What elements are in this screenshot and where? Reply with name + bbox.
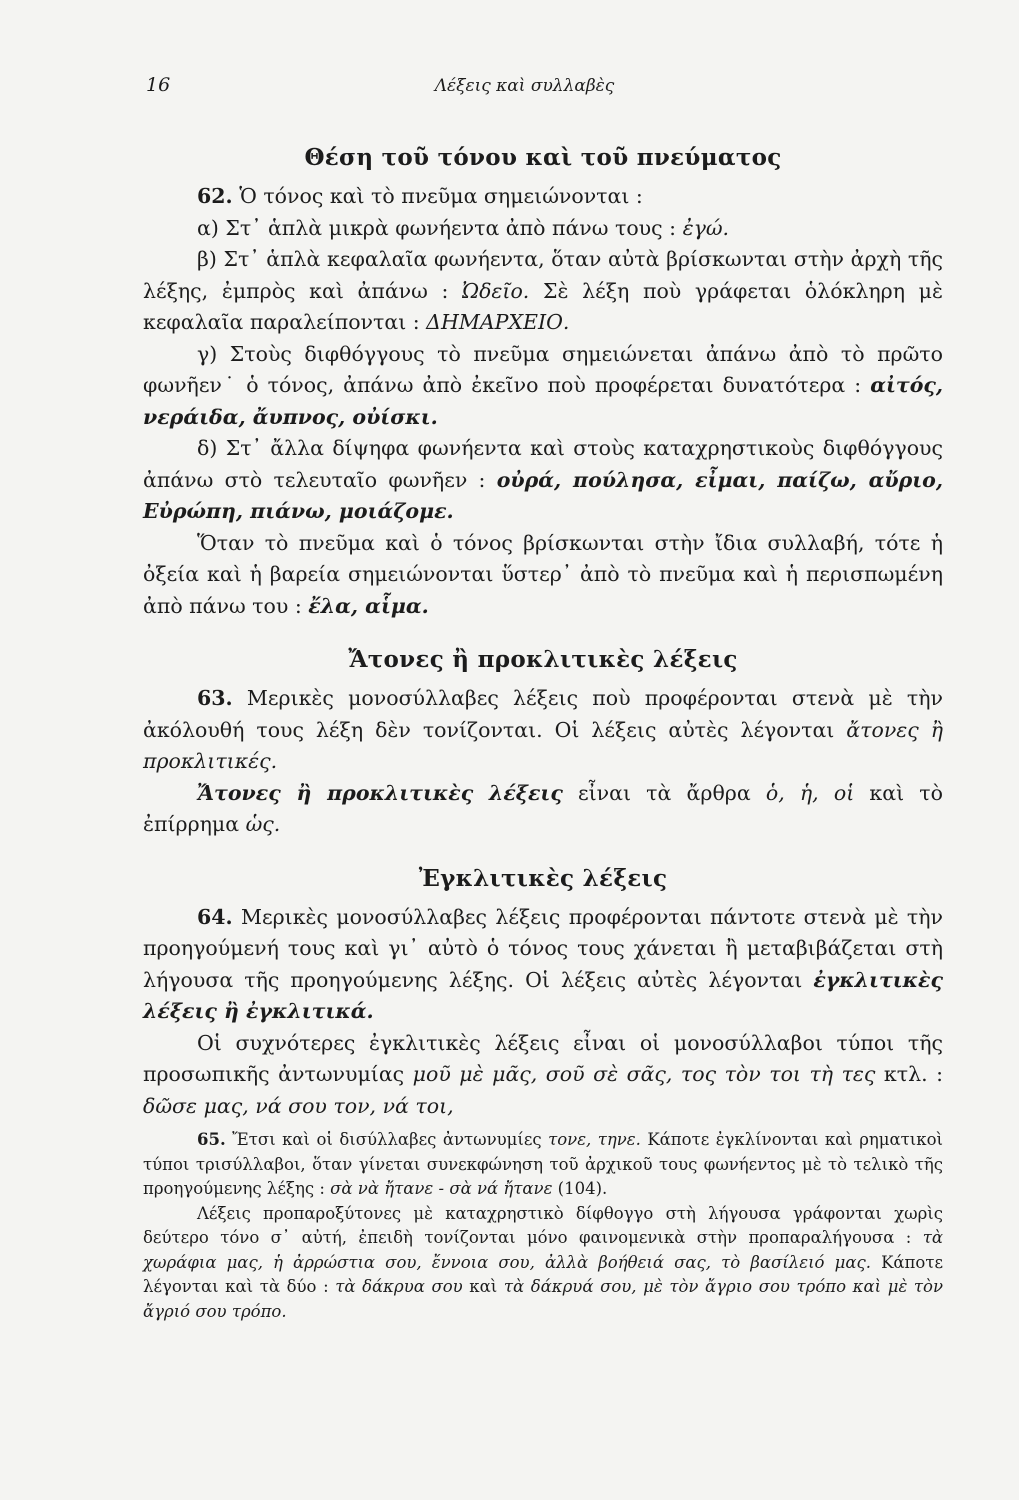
paragraph-text: Ἔτσι καὶ οἱ δισύλλαβες ἀντωνυμίες	[225, 1130, 549, 1149]
rule-text: α) Στ᾽ ἁπλὰ μικρὰ φωνήεντα ἀπὸ πάνω τους :	[197, 215, 683, 240]
example: Ὠδεῖο.	[462, 278, 530, 303]
spacer	[143, 841, 943, 851]
example: σὰ νὰ ἤτανε - σὰ νά ἤτανε	[330, 1179, 553, 1198]
example: ἐγώ.	[682, 215, 730, 240]
rule-text: δ) Στ᾽ ἄλλα δίψηφα φωνήεντα καὶ στοὺς καταχρηστικοὺς διφθόγγους ἀπάνω στὸ τελευταῖο φωνῆεν :	[143, 436, 943, 492]
paragraph-text: Λέξεις προπαροξύτονες μὲ καταχρηστικὸ δίφθογγο στὴ λήγουσα γράφονται χωρὶς δεύτερο τόνο σ᾽ αὐτή, ἐπειδὴ τονίζονται μόνο φαινομενικὰ στὴν προπαραλήγουσα :	[143, 1203, 943, 1247]
paragraph-text: καὶ	[462, 1277, 504, 1296]
paragraph-text: Κάποτε ἐγκλίνονται καὶ ρηματικοὶ τύποι τρισύλλαβοι, ὅταν γίνεται συνεκφώνηση τοῦ ἀρχικοῦ τους φωνήεντος μὲ τὸ τελικὸ τῆς προηγούμενης λέξης :	[143, 1130, 943, 1198]
section-heading-enclitic: Ἐγκλιτικὲς λέξεις	[418, 864, 668, 892]
paragraph-text: Ὁ τόνος καὶ τὸ πνεῦμα σημειώνονται :	[239, 184, 643, 208]
paragraph-text: κτλ. :	[875, 1062, 943, 1086]
paragraph-65b	[143, 1202, 943, 1325]
examples: ἔλα, αἷμα.	[308, 593, 429, 618]
example: τονε, τηνε.	[548, 1130, 641, 1149]
rule-g	[143, 339, 943, 434]
page-body	[143, 130, 943, 1324]
rule-a	[143, 213, 943, 245]
example: ὡς.	[245, 812, 281, 836]
examples: οὐρά, πούλησα, εἶμαι, παίζω, αὔριο, Εὐρώπη, πιάνω, μοιάζομε.	[143, 467, 943, 523]
paragraph-64b	[143, 1028, 943, 1123]
paragraph-number: 65.	[197, 1130, 226, 1149]
example: ΔΗΜΑΡΧΕΙΟ.	[426, 310, 570, 334]
paragraph-text: Μερικὲς μονοσύλλαβες λέξεις ποὺ προφέρονται στενὰ μὲ τὴν ἀκόλουθή τους λέξη δὲν τονίζονται. Οἱ λέξεις αὐτὲς λέγονται	[143, 686, 943, 742]
paragraph-64	[143, 902, 943, 1028]
paragraph-text: εἶναι τὰ ἄρθρα	[562, 780, 766, 805]
examples: μοῦ μὲ μᾶς, σοῦ σὲ σᾶς, τος τὸν τοι τὴ τες	[412, 1062, 876, 1086]
paragraph-65	[143, 1128, 943, 1202]
term: ἄτονες ἢ προκλιτικές.	[143, 717, 943, 773]
cross-reference: (104).	[552, 1179, 608, 1198]
page-number: 16	[146, 74, 171, 96]
examples: δῶσε μας, νά σου τον, νά τοι,	[143, 1093, 454, 1118]
paragraph-63b	[143, 778, 943, 841]
running-head: Λέξεις καὶ συλλαβὲς	[434, 76, 615, 96]
paragraph-text: καὶ τὸ ἐπίρρημα	[143, 780, 943, 836]
section-heading-atonic: Ἄτονες ἢ προκλιτικὲς λέξεις	[348, 646, 738, 673]
examples: τὰ δάκρυά σου, μὲ τὸν ἄγριο σου τρόπο καὶ μὲ τὸν ἄγριό σου τρόπο.	[143, 1277, 943, 1321]
paragraph-number: 62.	[197, 184, 233, 208]
section-heading-accent-breathing: Θέση τοῦ τόνου καὶ τοῦ πνεύματος	[304, 144, 782, 171]
term: ἐγκλιτικὲς λέξεις ἢ ἐγκλιτικά.	[143, 967, 943, 1023]
rule-text: Σὲ λέξη ποὺ γράφεται ὁλόκληρη μὲ κεφαλαῖα παραλείπονται :	[143, 278, 943, 334]
paragraph-number: 64.	[197, 904, 233, 929]
rule-d	[143, 433, 943, 528]
paragraph-63	[143, 683, 943, 778]
rule-b	[143, 244, 943, 339]
examples: αἰτός, νεράιδα, ἄυπνος, οὐίσκι.	[143, 373, 943, 429]
paragraph-text: Οἱ συχνότερες ἐγκλιτικὲς λέξεις εἶναι οἱ μονοσύλλαβοι τύποι τῆς προσωπικῆς ἀντωνυμίας	[143, 1030, 943, 1086]
paragraph-number: 63.	[197, 686, 233, 710]
examples: τὰ χωράφια μας, ἡ ἀρρώστια σου, ἔννοια σου, ἀλλὰ βοήθειά σας, τὸ βασίλειό μας.	[143, 1228, 943, 1272]
rule-text: γ) Στοὺς διφθόγγους τὸ πνεῦμα σημειώνεται ἀπάνω ἀπὸ τὸ πρῶτο φωνῆεν˙ ὁ τόνος, ἀπάνω ἀπὸ ἐκεῖνο ποὺ προφέρεται δυνατότερα :	[143, 341, 943, 397]
paragraph-text: Μερικὲς μονοσύλλαβες λέξεις προφέρονται πάντοτε στενὰ μὲ τὴν προηγούμενή τους καὶ γι᾽ αὐτὸ ὁ τόνος τους χάνεται ἢ μεταβιβάζεται στὴ λήγουσα τῆς προηγούμενης λέξης. Οἱ λέξεις αὐτὲς λέγονται	[143, 904, 943, 992]
spacer	[143, 622, 943, 632]
term: Ἄτονες ἢ προκλιτικὲς λέξεις	[197, 780, 563, 805]
rule-text: Ὅταν τὸ πνεῦμα καὶ ὁ τόνος βρίσκωνται στὴν ἴδια συλλαβή, τότε ἡ ὀξεία καὶ ἡ βαρεία σημειώνονται ὕστερ᾽ ἀπὸ τὸ πνεῦμα καὶ ἡ περισπωμένη ἀπὸ πάνω του :	[143, 530, 943, 618]
rule-text: β) Στ᾽ ἁπλὰ κεφαλαῖα φωνήεντα, ὅταν αὐτὰ βρίσκωνται στὴν ἀρχὴ τῆς λέξης, ἐμπρὸς καὶ ἀπάνω :	[143, 247, 943, 303]
paragraph-62	[143, 181, 943, 213]
example: τὰ δάκρυα σου	[335, 1277, 463, 1296]
rule-e	[143, 528, 943, 623]
examples: ὁ, ἡ, οἱ	[765, 780, 855, 805]
paragraph-text: Κάποτε λέγονται καὶ τὰ δύο :	[143, 1252, 943, 1296]
